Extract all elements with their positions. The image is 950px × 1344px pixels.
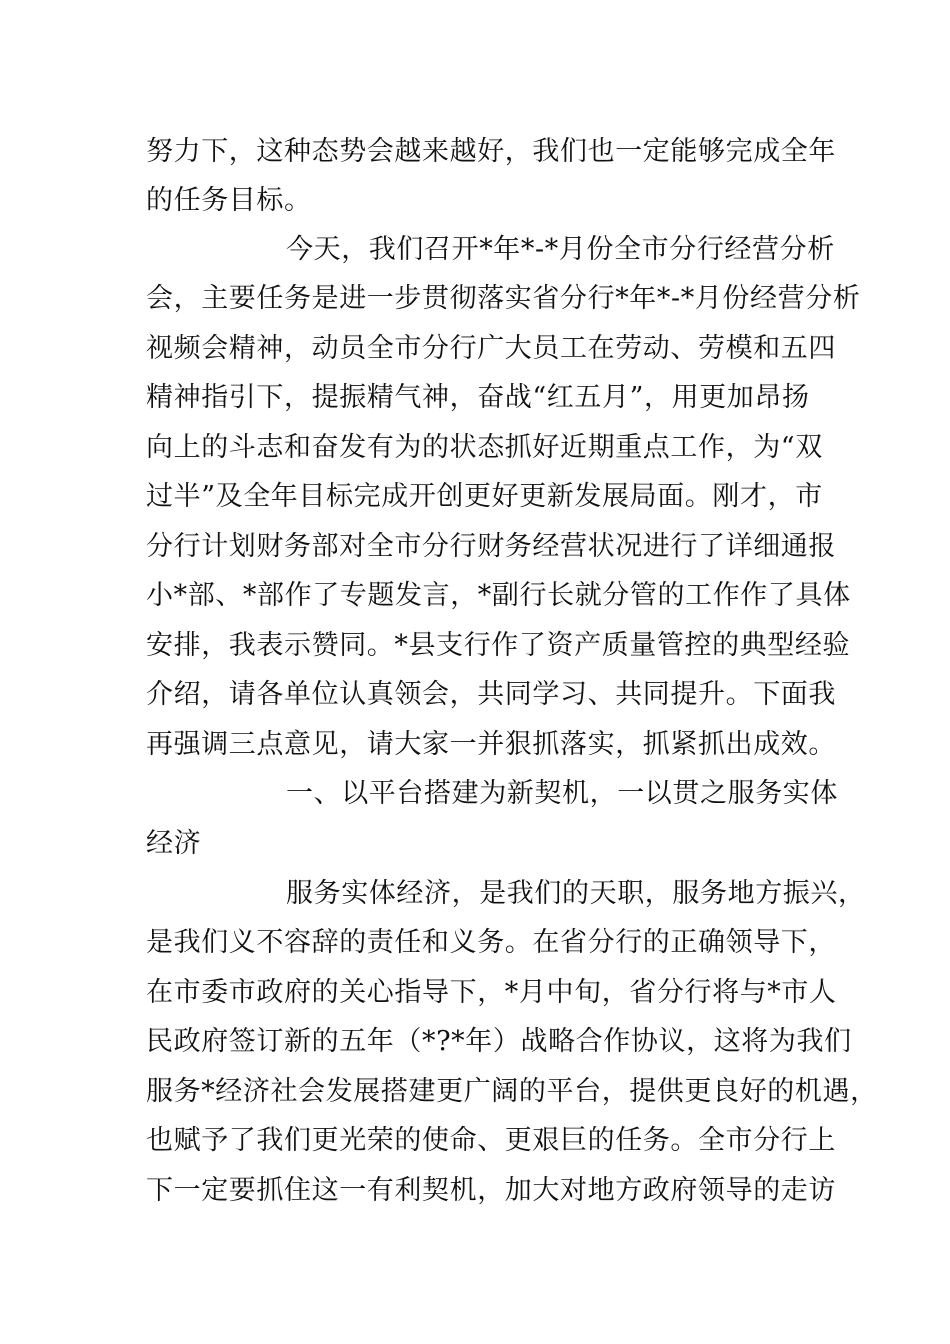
- text-line: 介绍，请各单位认真领会，共同学习、共同提升。下面我: [146, 679, 836, 710]
- text-line: 在市委市政府的关心指导下，*月中旬，省分行将与*市人: [146, 977, 837, 1008]
- text-line: 下一定要抓住这一有利契机，加大对地方政府领导的走访: [146, 1175, 836, 1206]
- text-line: 的任务目标。: [146, 185, 312, 216]
- text-line: 向上的斗志和奋发有为的状态抓好近期重点工作，为“双: [146, 432, 823, 463]
- text-line: 是我们义不容辞的责任和义务。在省分行的正确领导下，: [146, 927, 836, 958]
- text-line: 视频会精神，动员全市分行广大员工在劳动、劳模和五四: [146, 333, 836, 364]
- section-heading-line: 一、以平台搭建为新契机，一以贯之服务实体: [286, 778, 838, 809]
- text-line: 服务*经济社会发展搭建更广阔的平台，提供更良好的机遇，: [146, 1076, 878, 1107]
- text-line: 努力下，这种态势会越来越好，我们也一定能够完成全年: [146, 136, 836, 167]
- paragraph-start-line: 服务实体经济，是我们的天职，服务地方振兴，: [286, 878, 866, 909]
- text-line: 过半”及全年目标完成开创更好更新发展局面。刚才，市: [146, 481, 823, 512]
- text-line: 再强调三点意见，请大家一并狠抓落实，抓紧抓出成效。: [146, 729, 836, 760]
- text-line: 分行计划财务部对全市分行财务经营状况进行了详细通报: [146, 531, 836, 562]
- text-line: 民政府签订新的五年（*?*年）战略合作协议，这将为我们: [146, 1026, 852, 1057]
- section-heading-line: 经济: [146, 828, 202, 859]
- text-line: 也赋予了我们更光荣的使命、更艰巨的任务。全市分行上: [146, 1125, 836, 1156]
- text-line: 精神指引下，提振精气神，奋战“红五月”，用更加昂扬: [146, 382, 810, 413]
- paragraph-start-line: 今天，我们召开*年*-*月份全市分行经营分析: [286, 234, 835, 265]
- text-line: 安排，我表示赞同。*县支行作了资产质量管控的典型经验: [146, 630, 851, 661]
- text-line: 会，主要任务是进一步贯彻落实省分行*年*-*月份经营分析: [146, 283, 861, 314]
- text-line: 小*部、*部作了专题发言，*副行长就分管的工作作了具体: [146, 580, 851, 611]
